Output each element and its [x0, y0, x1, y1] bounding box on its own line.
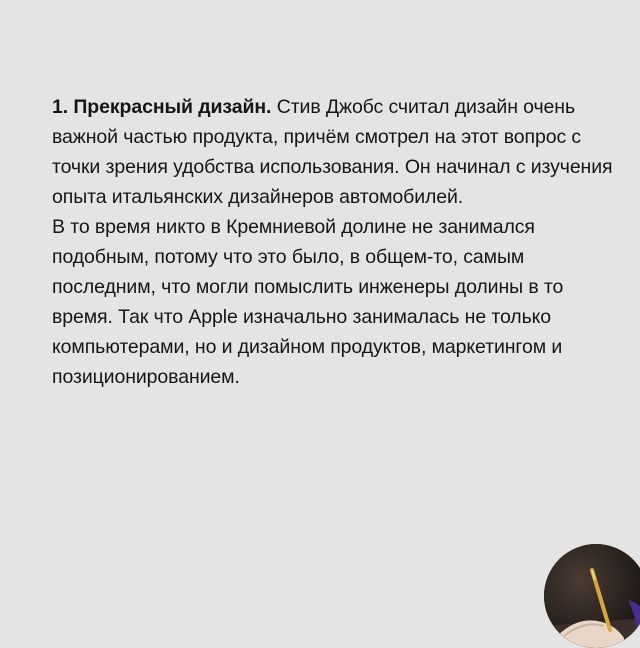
paragraph-intro-text: Стив Джобс считал дизайн очень важной частью продукта, причём смотрел на этот вопрос с точки зрения удобства использования. Он начинал с изучения опыта итальянских дизайнеров автомобилей. [52, 96, 613, 208]
article-text [52, 92, 620, 392]
avatar [544, 544, 640, 648]
section-heading: 1. Прекрасный дизайн. [52, 96, 272, 118]
writing-hand-icon [544, 544, 640, 648]
paragraph-body: В то время никто в Кремниевой долине не занимался подобным, потому что это было, в общем-то, самым последним, что могли помыслить инженеры долины в то время. Так что Apple изначально занималась не только компьютерами, но и дизайном продуктов, маркетингом и позиционированием. [52, 216, 564, 388]
paragraph-intro [52, 92, 620, 212]
